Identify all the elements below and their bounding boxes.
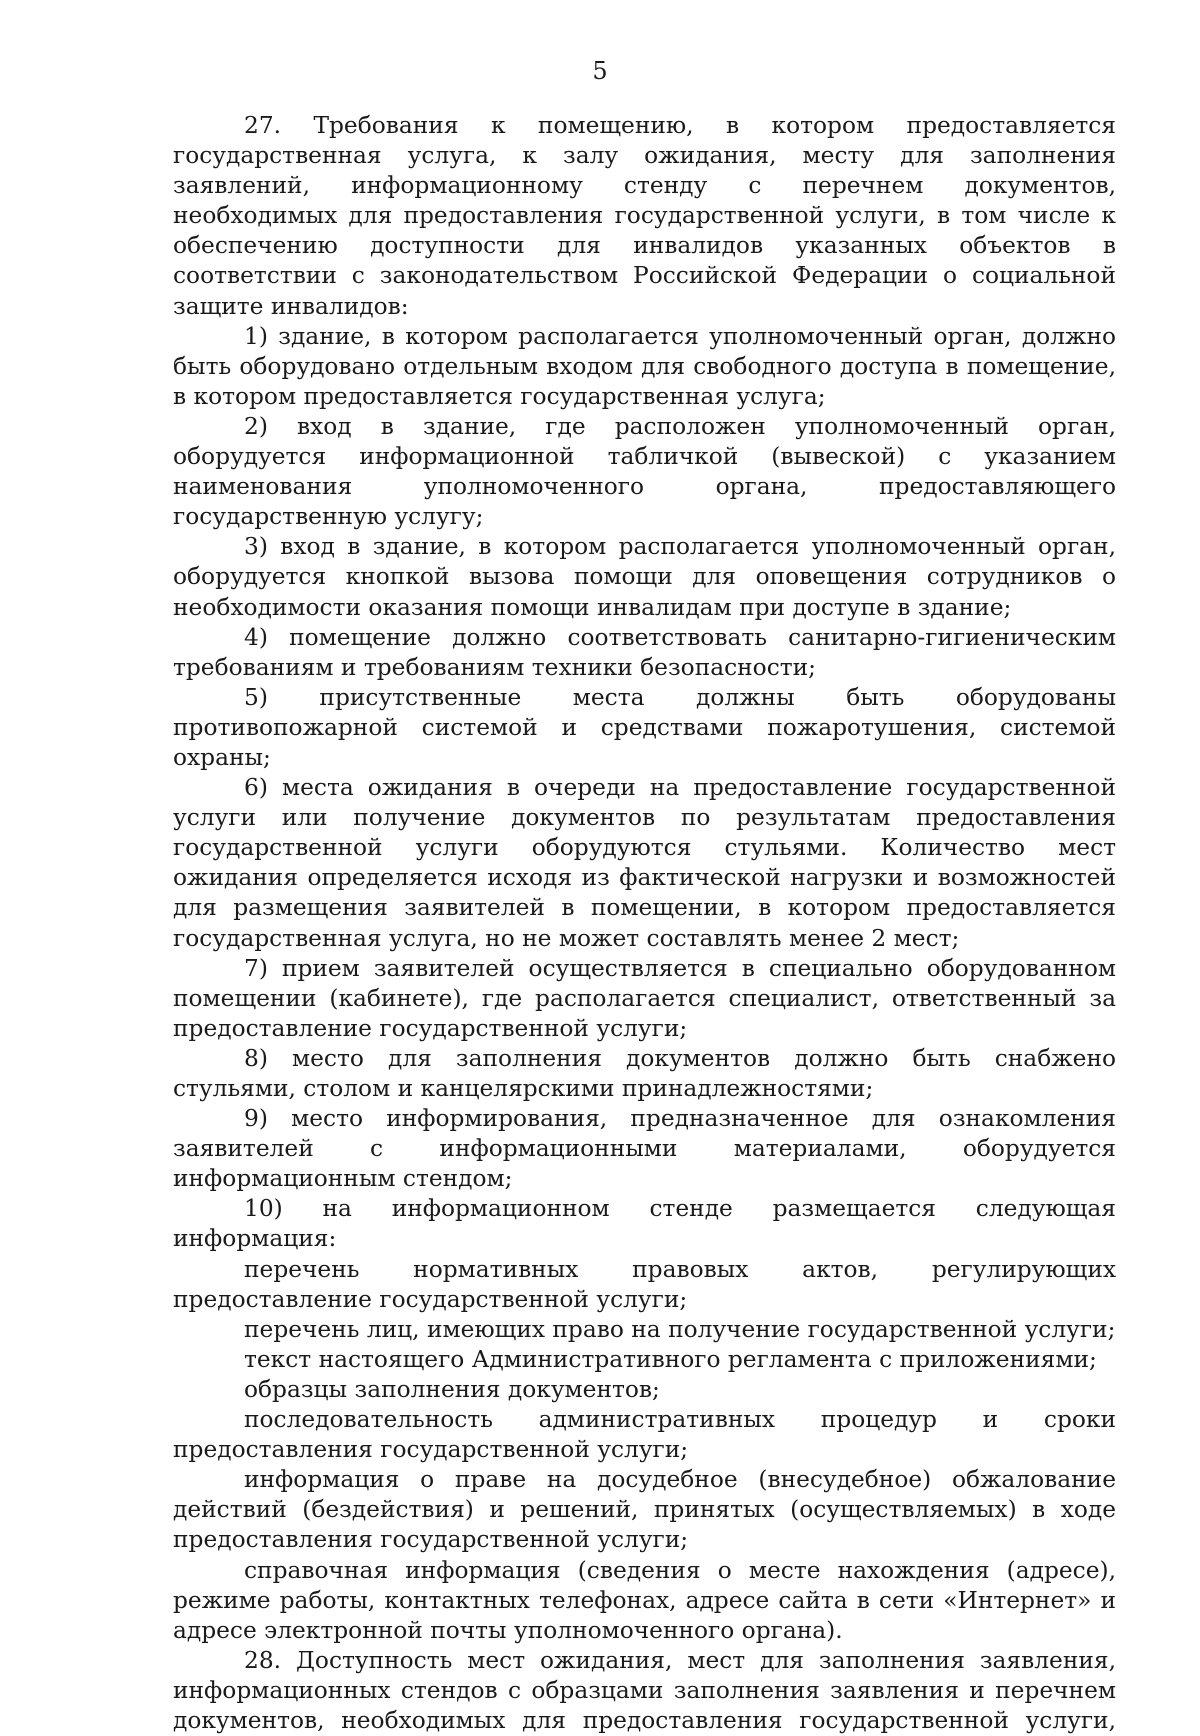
list-item-3: 3) вход в здание, в котором располагается уполномоченный орган, оборудуется кнопкой вызова помощи для оповещения сотрудников о необходимости оказания помощи инвалидам при доступе в здание; — [173, 533, 1116, 621]
list-item-10: 10) на информационном стенде размещается следующая информация: — [173, 1195, 1116, 1253]
stand-info-item: перечень нормативных правовых актов, регулирующих предоставление государственной услуги; — [173, 1255, 1116, 1313]
list-item-8: 8) место для заполнения документов должно быть снабжено стульями, столом и канцелярскими принадлежностями; — [173, 1044, 1116, 1102]
list-item-7: 7) прием заявителей осуществляется в специально оборудованном помещении (кабинете), где располагается специалист, ответственный за предоставление государственной услуги; — [173, 954, 1116, 1042]
stand-info-item: последовательность административных процедур и сроки предоставления государственной услуги; — [173, 1406, 1116, 1464]
list-item-6: 6) места ожидания в очереди на предоставление государственной услуги или получение документов по результатам предоставления государственной услуги оборудуются стульями. Количество мест ожидания определяется исходя из фактической нагрузки и возможностей для размещения заявителей в помещении, в котором предоставляется государственная услуга, но не может составлять менее 2 мест; — [173, 774, 1116, 952]
list-item-2: 2) вход в здание, где расположен уполномоченный орган, оборудуется информационной табличкой (вывеской) с указанием наименования уполномоченного органа, предоставляющего государственную услугу; — [173, 412, 1116, 531]
stand-info-item: текст настоящего Административного регламента с приложениями; — [244, 1345, 1097, 1373]
stand-info-item: информация о праве на досудебное (внесудебное) обжалование действий (бездействия) и решений, принятых (осуществляемых) в ходе предоставления государственной услуги; — [173, 1466, 1116, 1554]
list-item-9: 9) место информирования, предназначенное для ознакомления заявителей с информационными материалами, оборудуется информационным стендом; — [173, 1105, 1116, 1193]
stand-info-item: перечень лиц, имеющих право на получение государственной услуги; — [244, 1315, 1116, 1343]
paragraph-28-accessibility: 28. Доступность мест ожидания, мест для заполнения заявления, информационных стендов с образцами заполнения заявления и перечнем документов, необходимых для предоставления государственной услуги, — [173, 1646, 1116, 1734]
list-item-5: 5) присутственные места должны быть оборудованы противопожарной системой и средствами пожаротушения, системой охраны; — [173, 683, 1116, 771]
list-item-1: 1) здание, в котором располагается уполномоченный орган, должно быть оборудовано отдельным входом для свободного доступа в помещение, в котором предоставляется государственная услуга; — [173, 322, 1116, 410]
stand-info-item: справочная информация (сведения о месте нахождения (адресе), режиме работы, контактных телефонах, адресе сайта в сети «Интернет» и адресе электронной почты уполномоченного органа). — [173, 1556, 1116, 1644]
page-number: 5 — [592, 57, 608, 85]
stand-info-item: образцы заполнения документов; — [244, 1375, 660, 1403]
list-item-4: 4) помещение должно соответствовать санитарно-гигиеническим требованиям и требованиям техники безопасности; — [173, 623, 1116, 681]
paragraph-27-requirements: 27. Требования к помещению, в котором предоставляется государственная услуга, к залу ожидания, месту для заполнения заявлений, информационному стенду с перечнем документов, необходимых для предоставления государственной услуги, в том числе к обеспечению доступности для инвалидов указанных объектов в соответствии с законодательством Российской Федерации о социальной защите инвалидов: — [173, 112, 1116, 320]
document-body — [173, 111, 1116, 1736]
